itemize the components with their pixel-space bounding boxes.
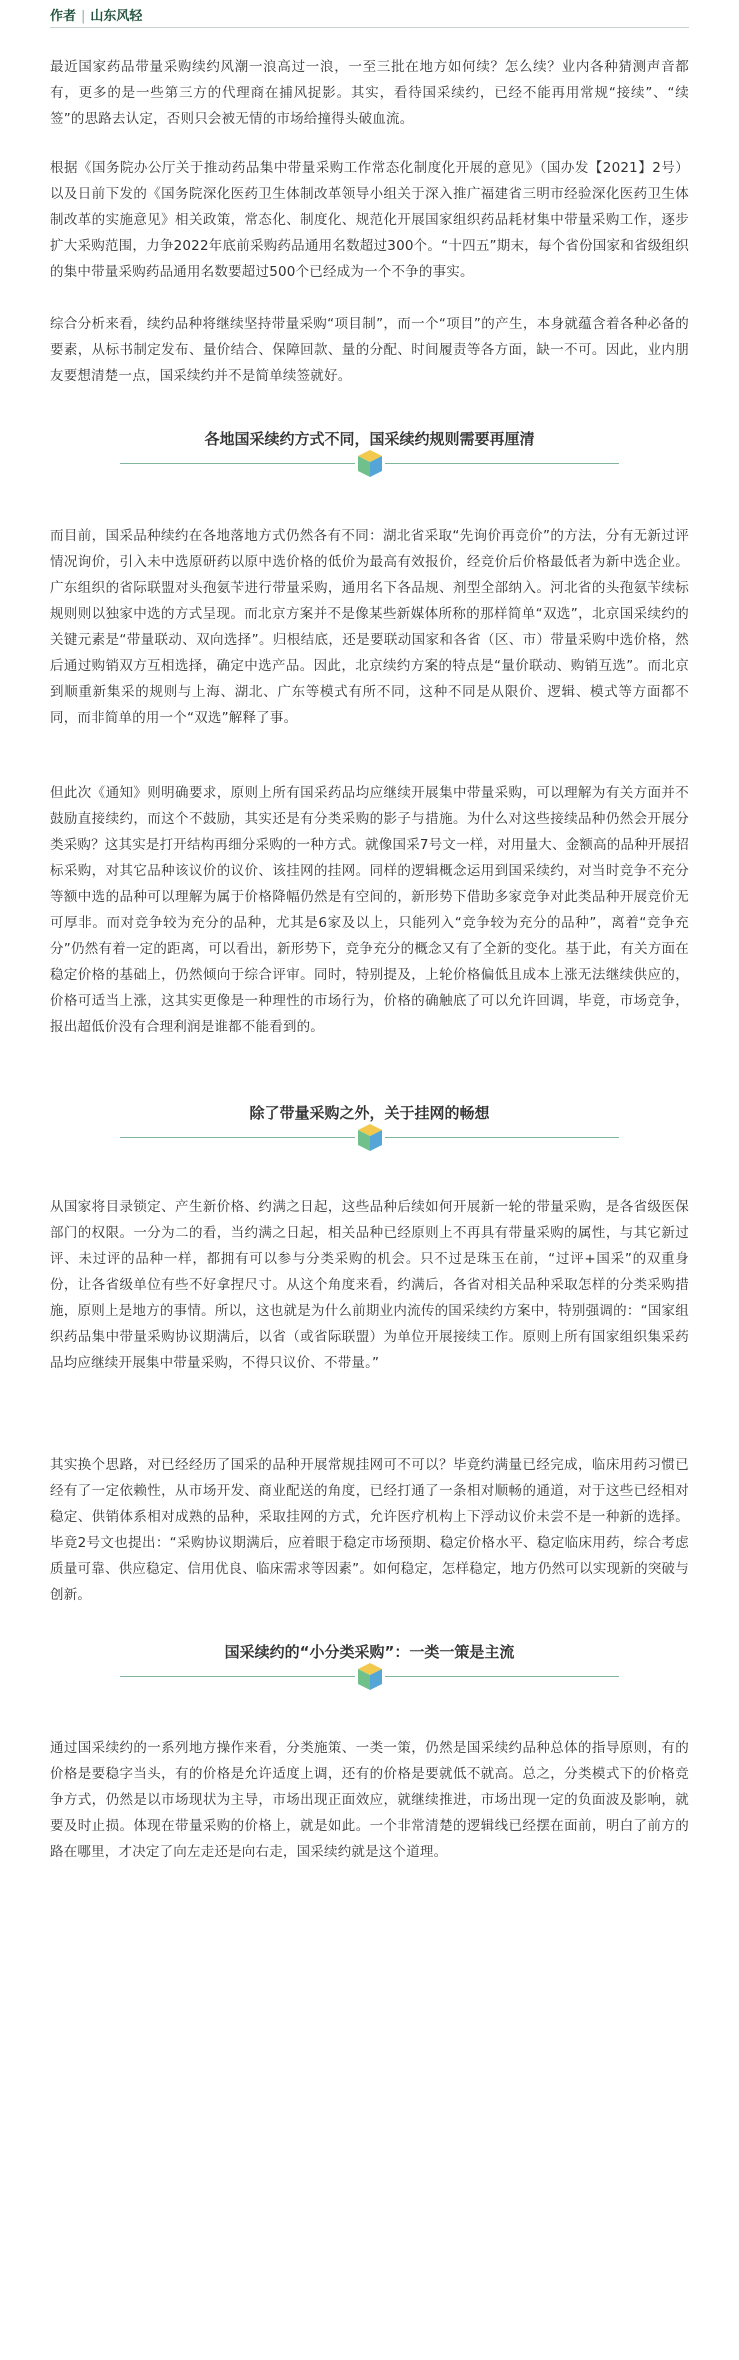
section-1-paragraph-2: 但此次《通知》则明确要求，原则上所有国采药品均应继续开展集中带量采购，可以理解为有关方面并不鼓励直接续约，而这个不鼓励，其实还是有分类采购的影子与措施。为什么对这些接续品种仍然会开展分类采购？这其实是打开结构再细分采购的一种方式。就像国采7号文一样，对用量大、金额高的品种开展招标采购，对其它品种该议价的议价、该挂网的挂网。同样的逻辑概念运用到国采续约，对当时竞争不充分等额中选的品种可以理解为属于价格降幅仍然是有空间的，新形势下借助多家竞争对此类品种开展竞价无可厚非。而对竞争较为充分的品种，尤其是6家及以上，只能列入“竞争较为充分的品种”，离着“竞争充分”仍然有着一定的距离，可以看出，新形势下，竞争充分的概念又有了全新的变化。基于此，有关方面在稳定价格的基础上，仍然倾向于综合评审。同时，特别提及，上轮价格偏低且成本上涨无法继续供应的，价格可适当上涨，这其实更像是一种理性的市场行为，价格的确触底了可以允许回调，毕竟，市场竞争，报出超低价没有合理利润是谁都不能看到的。 bbox=[50, 785, 689, 1035]
cube-icon bbox=[355, 1122, 385, 1154]
author-label: 作者 bbox=[50, 9, 77, 24]
section-3-paragraph-1: 通过国采续约的一系列地方操作来看，分类施策、一类一策，仍然是国采续约品种总体的指导原则，有的价格是要稳字当头，有的价格是允许适度上调，还有的价格是要就低不就高。总之，分类模式下的价格竞争方式，仍然是以市场现状为主导，市场出现正面效应，就继续推进，市场出现一定的负面波及影响，就要及时止损。体现在带量采购的价格上，就是如此。一个非常清楚的逻辑线已经摆在面前，明白了前方的路在哪里，才决定了向左走还是向右走，国采续约就是这个道理。 bbox=[50, 1740, 689, 1860]
section-2-paragraph-2: 其实换个思路，对已经经历了国采的品种开展常规挂网可不可以？毕竟约满量已经完成，临床用药习惯已经有了一定依赖性，从市场开发、商业配送的角度，已经打通了一条相对顺畅的通道，对于这些已经相对稳定、供销体系相对成熟的品种，采取挂网的方式，允许医疗机构上下浮动议价未尝不是一种新的选择。毕竟2号文也提出：“采购协议期满后，应着眼于稳定市场预期、稳定价格水平、稳定临床用药，综合考虑质量可靠、供应稳定、信用优良、临床需求等因素”。如何稳定，怎样稳定，地方仍然可以实现新的突破与创新。 bbox=[50, 1457, 689, 1603]
intro-paragraph-1: 最近国家药品带量采购续约风潮一浪高过一浪，一至三批在地方如何续？怎么续？业内各种猜测声音都有，更多的是一些第三方的代理商在捕风捉影。其实，看待国采续约，已经不能再用常规“接续”、“续签”的思路去认定，否则只会被无情的市场给撞得头破血流。 bbox=[50, 59, 689, 127]
author-name: 山东风轻 bbox=[90, 9, 143, 24]
cube-icon bbox=[355, 448, 385, 480]
author-divider bbox=[50, 27, 689, 28]
section-1-paragraph-1: 而目前，国采品种续约在各地落地方式仍然各有不同：湖北省采取“先询价再竞价”的方法，分有无新过评情况询价，引入未中选原研药以原中选价格的低价为最高有效报价，经竞价后价格最低者为新中选企业。广东组织的省际联盟对头孢氨苄进行带量采购，通用名下各品规、剂型全部纳入。河北省的头孢氨苄续标规则则以独家中选的方式呈现。而北京方案并不是像某些新媒体所称的那样简单“双选”，北京国采续约的关键元素是“带量联动、双向选择”。归根结底，还是要联动国家和各省（区、市）带量采购中选价格，然后通过购销双方互相选择，确定中选产品。因此，北京续约方案的特点是“量价联动、购销互选”。而北京到顺重新集采的规则与上海、湖北、广东等模式有所不同，这种不同是从限价、逻辑、模式等方面都不同，而非简单的用一个“双选”解释了事。 bbox=[50, 528, 689, 726]
section-2-paragraph-1: 从国家将目录锁定、产生新价格、约满之日起，这些品种后续如何开展新一轮的带量采购，是各省级医保部门的权限。一分为二的看，当约满之日起，相关品种已经原则上不再具有带量采购的属性，与其它新过评、未过评的品种一样，都拥有可以参与分类采购的机会。只不过是珠玉在前，“过评+国采”的双重身份，让各省级单位有些不好拿捏尺寸。从这个角度来看，约满后，各省对相关品种采取怎样的分类采购措施，原则上是地方的事情。所以，这也就是为什么前期业内流传的国采续约方案中，特别强调的：“国家组织药品集中带量采购协议期满后，以省（或省际联盟）为单位开展接续工作。原则上所有国家组织集采药品均应继续开展集中带量采购，不得只议价、不带量。” bbox=[50, 1199, 689, 1371]
section-title-1: 各地国采续约方式不同，国采续约规则需要再厘清 bbox=[204, 430, 535, 448]
section-heading-3 bbox=[0, 1641, 739, 1697]
intro-paragraph-2: 根据《国务院办公厅关于推动药品集中带量采购工作常态化制度化开展的意见》（国办发【2021】2号）以及日前下发的《国务院深化医药卫生体制改革领导小组关于深入推广福建省三明市经验深化医药卫生体制改革的实施意见》相关政策，常态化、制度化、规范化开展国家组织药品耗材集中带量采购工作，逐步扩大采购范围，力争2022年底前采购药品通用名数超过300个。“十四五”期末，每个省份国家和省级组织的集中带量采购药品通用名数要超过500个已经成为一个不争的事实。 bbox=[50, 160, 689, 280]
section-title-2: 除了带量采购之外，关于挂网的畅想 bbox=[249, 1104, 490, 1122]
section-heading-1 bbox=[0, 428, 739, 484]
intro-paragraph-3: 综合分析来看，续约品种将继续坚持带量采购“项目制”，而一个“项目”的产生，本身就蕴含着各种必备的要素，从标书制定发布、量价结合、保障回款、量的分配、时间履责等各方面，缺一不可。因此，业内朋友要想清楚一点，国采续约并不是简单续签就好。 bbox=[50, 316, 689, 384]
section-heading-2 bbox=[0, 1102, 739, 1158]
section-title-3: 国采续约的“小分类采购”：一类一策是主流 bbox=[224, 1643, 515, 1661]
cube-icon bbox=[355, 1661, 385, 1693]
author-line bbox=[50, 5, 142, 23]
author-separator: | bbox=[81, 9, 86, 24]
